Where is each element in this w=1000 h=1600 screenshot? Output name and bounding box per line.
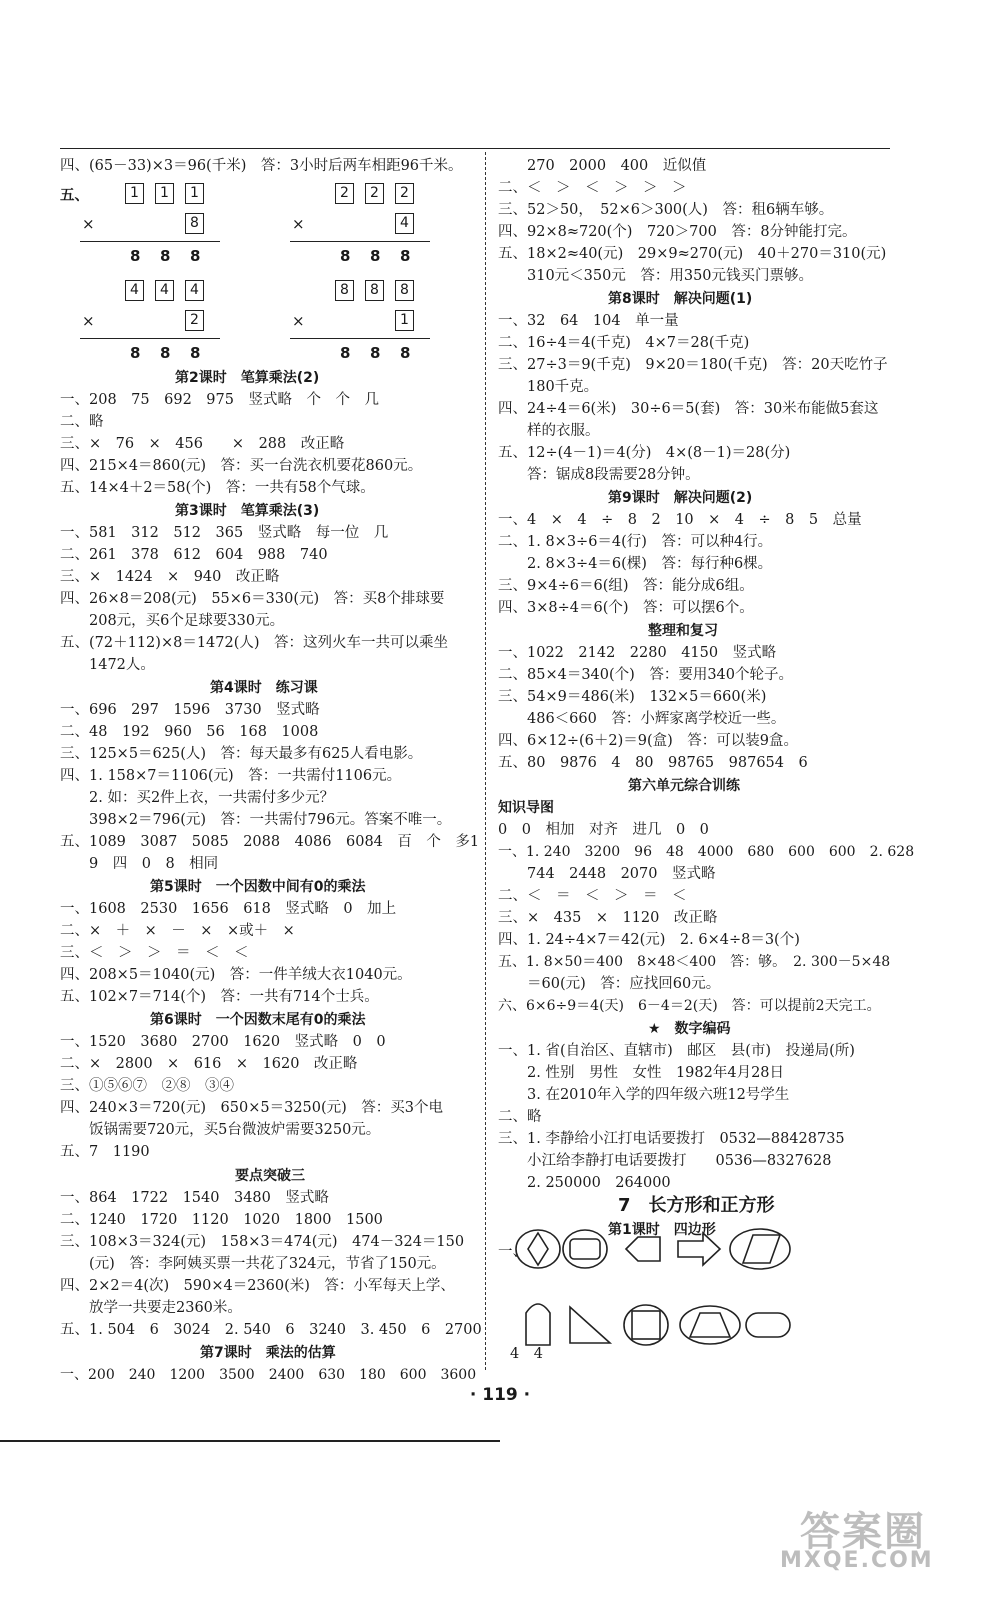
vertical-multiplication (80, 183, 250, 271)
knowledge-map-label: 知识导图 (498, 800, 554, 816)
lesson-heading: 第7课时 乘法的估算 (200, 1345, 336, 1361)
answer-line: 五、1. 504 6 3024 2. 540 6 3240 3. 450 6 2700 (60, 1322, 482, 1338)
section-label: 一、 (498, 1244, 527, 1260)
answer-line: 四、24÷4＝6(米) 30÷6＝5(套) 答：30米布能做5套这 (498, 401, 879, 417)
answer-line: 三、27÷3＝9(千克) 9×20＝180(千克) 答：20天吃竹子 (498, 357, 888, 373)
answer-line: 398×2＝796(元) 答：一共需付796元。答案不唯一。 (60, 812, 452, 828)
answer-line: 一、1520 3680 2700 1620 竖式略 0 0 (60, 1034, 386, 1050)
result-digit: 8 (400, 344, 411, 362)
answer-line: 一、864 1722 1540 3480 竖式略 (60, 1190, 329, 1206)
right-triangle-shape (570, 1307, 610, 1343)
chapter-heading: 7 长方形和正方形 (618, 1195, 775, 1216)
digit-box: 8 (185, 213, 204, 234)
answer-line: 2. 如：买2件上衣，一共需付多少元？ (60, 790, 335, 806)
answer-line: 四、6×12÷(6＋2)＝9(盒) 答：可以装9盒。 (498, 733, 799, 749)
answer-line: 四、(65－33)×3＝96(千米) 答：3小时后两车相距96千米。 (60, 158, 463, 174)
answer-line: 四、26×8＝208(元) 55×6＝330(元) 答：买8个排球要 (60, 591, 445, 607)
rhombus-shape (528, 1233, 548, 1265)
answer-line: 180千克。 (498, 379, 599, 395)
answer-line: 五、1. 8×50＝400 8×48＜400 答：够。 2. 300－5×48 (498, 954, 891, 970)
answer-line: 一、696 297 1596 3730 竖式略 (60, 702, 320, 718)
answer-line: ＝60(元) 答：应找回60元。 (498, 976, 721, 992)
result-digit: 8 (160, 247, 171, 265)
arrow-shape (678, 1233, 720, 1265)
answer-line: 270 2000 400 近似值 (498, 158, 707, 174)
answer-line: 四、3×8÷4＝6(个) 答：可以摆6个。 (498, 600, 754, 616)
answer-line: 三、①⑤⑥⑦ ②⑧ ③④ (60, 1078, 234, 1094)
answer-line: 三、9×4÷6＝6(组) 答：能分成6组。 (498, 578, 754, 594)
stadium-shape (746, 1313, 790, 1337)
answer-line: 三、125×5＝625(人) 答：每天最多有625人看电影。 (60, 746, 423, 762)
vertical-multiplication (290, 183, 460, 271)
answer-line: 五、1089 3087 5085 2088 4086 6084 百 个 多1 (60, 834, 480, 850)
result-digit: 8 (370, 247, 381, 265)
answer-line: 二、略 (498, 1109, 542, 1125)
answer-line: 一、1608 2530 1656 618 竖式略 0 加上 (60, 901, 397, 917)
digit-box: 4 (185, 280, 204, 301)
answer-line: 三、52＞50， 52×6＞300(人) 答：租6辆车够。 (498, 202, 834, 218)
lesson-heading: 第2课时 笔算乘法(2) (175, 370, 320, 386)
answer-line: 二、× 2800 × 616 × 1620 改正略 (60, 1056, 358, 1072)
oval-outline (680, 1306, 740, 1344)
result-digit: 8 (340, 247, 351, 265)
answer-line: 310元＜350元 答：用350元钱买门票够。 (498, 268, 814, 284)
result-digit: 8 (400, 247, 411, 265)
answer-line: 四、215×4＝860(元) 答：买一台洗衣机要花860元。 (60, 458, 423, 474)
result-line (80, 338, 220, 339)
trapezoid-shape (690, 1313, 730, 1337)
answer-line: 二、261 378 612 604 988 740 (60, 547, 328, 563)
answer-line: 四、208×5＝1040(元) 答：一件羊绒大衣1040元。 (60, 967, 412, 983)
watermark (760, 1500, 960, 1580)
answer-line: 2. 250000 264000 (498, 1175, 671, 1191)
answer-line: 四、240×3＝720(元) 650×5＝3250(元) 答：买3个电 (60, 1100, 444, 1116)
answer-line: 小江给李静打电话要拨打 0536—8327628 (498, 1153, 832, 1169)
oval-outline (516, 1230, 560, 1268)
answer-line: 二、1. 8×3÷6＝4(行) 答：可以种4行。 (498, 534, 773, 550)
quadrilateral-shapes (498, 1225, 798, 1365)
parallelogram-shape (743, 1235, 780, 1263)
result-digit: 8 (130, 247, 141, 265)
answer-line: 三、＜ ＞ ＞ ＝ ＜ ＜ (60, 945, 249, 961)
vertical-multiplication (290, 280, 460, 368)
answer-line: 四、92×8≈720(个) 720＞700 答：8分钟能打完。 (498, 224, 857, 240)
answer-line: 三、× 76 × 456 × 288 改正略 (60, 436, 345, 452)
answer-line: 三、× 435 × 1120 改正略 (498, 910, 718, 926)
answer-line: 二、16÷4＝4(千克) 4×7＝28(千克) (498, 335, 750, 351)
times-sign: × (82, 215, 95, 233)
answer-line: 486＜660 答：小辉家离学校近一些。 (498, 711, 786, 727)
times-sign: × (82, 312, 95, 330)
unit-heading: 第六单元综合训练 (628, 778, 740, 794)
answer-line: 三、1. 李静给小江打电话要拨打 0532—88428735 (498, 1131, 845, 1147)
answer-line: 三、54×9＝486(米) 132×5＝660(米) (498, 689, 767, 705)
digit-box: 8 (395, 280, 414, 301)
answer-line: (元) 答：李阿姨买票一共花了324元，节省了150元。 (60, 1256, 446, 1272)
answer-line: 三、108×3＝324(元) 158×3＝474(元) 474－324＝150 (60, 1234, 465, 1250)
answer-line: 9 四 0 8 相同 (60, 856, 219, 872)
answer-line: 五、18×2≈40(元) 29×9≈270(元) 40＋270＝310(元) (498, 246, 887, 262)
column-divider (485, 152, 486, 1370)
arch-shape (526, 1304, 550, 1345)
answer-line: 一、4 × 4 ÷ 8 2 10 × 4 ÷ 8 5 总量 (498, 512, 862, 528)
answer-line: 一、1. 240 3200 96 48 4000 680 600 600 2. 628 (498, 844, 915, 860)
result-line (290, 338, 430, 339)
answer-line: 744 2448 2070 竖式略 (498, 866, 716, 882)
answer-line: 4 4 (510, 1346, 543, 1362)
answer-line: 四、1. 158×7＝1106(元) 答：一共需付1106元。 (60, 768, 402, 784)
answer-line: 208元，买6个足球要330元。 (60, 613, 285, 629)
section-label: 五、 (60, 187, 89, 204)
watermark-text: 答案圈 (800, 1509, 926, 1555)
lesson-heading: 整理和复习 (648, 623, 718, 639)
digit-box: 1 (395, 310, 414, 331)
answer-line: 一、1. 省(自治区、直辖市) 邮区 县(市) 投递局(所) (498, 1043, 855, 1059)
digit-box: 2 (395, 183, 414, 204)
result-digit: 8 (340, 344, 351, 362)
vertical-multiplication (80, 280, 250, 368)
result-line (290, 241, 430, 242)
lesson-heading: 第9课时 解决问题(2) (608, 490, 753, 506)
digit-box: 2 (185, 310, 204, 331)
lesson-heading: 第8课时 解决问题(1) (608, 291, 753, 307)
result-digit: 8 (370, 344, 381, 362)
times-sign: × (292, 215, 305, 233)
answer-line: 二、略 (60, 414, 104, 430)
answer-line: 五、12÷(4－1)＝4(分) 4×(8－1)＝28(分) (498, 445, 791, 461)
result-digit: 8 (130, 344, 141, 362)
answer-line: 1472人。 (60, 657, 155, 673)
answer-line: 四、2×2＝4(次) 590×4＝2360(米) 答：小军每天上学、 (60, 1278, 455, 1294)
times-sign: × (292, 312, 305, 330)
answer-line: 一、581 312 512 365 竖式略 每一位 几 (60, 525, 389, 541)
answer-line: 0 0 相加 对齐 进几 0 0 (498, 822, 709, 838)
answer-line: 二、＜ ＞ ＜ ＞ ＞ ＞ (498, 180, 687, 196)
answer-line: 样的衣服。 (498, 423, 600, 439)
lesson-heading: 要点突破三 (235, 1168, 305, 1184)
result-digit: 8 (190, 344, 201, 362)
digit-box: 8 (365, 280, 384, 301)
bottom-rule (0, 1440, 500, 1442)
result-digit: 8 (190, 247, 201, 265)
top-rule (60, 148, 890, 149)
answer-line: 五、(72＋112)×8＝1472(人) 答：这列火车一共可以乘坐 (60, 635, 449, 651)
digit-box: 4 (125, 280, 144, 301)
answer-line: 一、1022 2142 2280 4150 竖式略 (498, 645, 777, 661)
digit-box: 4 (395, 213, 414, 234)
result-line (80, 241, 220, 242)
answer-line: 2. 性别 男性 女性 1982年4月28日 (498, 1065, 785, 1081)
square-shape (632, 1311, 660, 1339)
answer-line: 一、200 240 1200 3500 2400 630 180 600 3600 (60, 1367, 477, 1383)
answer-line: 饭锅需要720元，买5台微波炉需要3250元。 (60, 1122, 381, 1138)
digit-box: 8 (335, 280, 354, 301)
answer-line: 3. 在2010年入学的四年级六班12号学生 (498, 1087, 790, 1103)
answer-line: 放学一共要走2360米。 (60, 1300, 242, 1316)
rounded-rectangle-shape (570, 1239, 600, 1259)
digit-box: 1 (185, 183, 204, 204)
lesson-heading: ★ 数字编码 (648, 1021, 731, 1037)
answer-line: 2. 8×3÷4＝6(棵) 答：每行种6棵。 (498, 556, 773, 572)
answer-line: 六、6×6÷9＝4(天) 6－4＝2(天) 答：可以提前2天完工。 (498, 998, 881, 1014)
pentagon-shape (626, 1237, 660, 1261)
digit-box: 2 (365, 183, 384, 204)
lesson-heading: 第3课时 笔算乘法(3) (175, 503, 320, 519)
answer-line: 五、80 9876 4 80 98765 987654 6 (498, 755, 808, 771)
answer-line: 四、1. 24÷4×7＝42(元) 2. 6×4÷8＝3(个) (498, 932, 800, 948)
answer-line: 一、32 64 104 单一量 (498, 313, 679, 329)
answer-line: 二、1240 1720 1120 1020 1800 1500 (60, 1212, 383, 1228)
answer-line: 一、208 75 692 975 竖式略 个 个 几 (60, 392, 379, 408)
lesson-heading: 第6课时 一个因数末尾有0的乘法 (150, 1012, 366, 1028)
digit-box: 2 (335, 183, 354, 204)
lesson-heading: 第1课时 四边形 (608, 1222, 716, 1238)
answer-line: 二、48 192 960 56 168 1008 (60, 724, 319, 740)
lesson-heading: 第5课时 一个因数中间有0的乘法 (150, 879, 366, 895)
answer-line: 三、× 1424 × 940 改正略 (60, 569, 280, 585)
page-number: · 119 · (469, 1385, 531, 1405)
answer-line: 五、7 1190 (60, 1144, 150, 1160)
result-digit: 8 (160, 344, 171, 362)
lesson-heading: 第4课时 练习课 (210, 680, 318, 696)
answer-line: 五、14×4＋2＝58(个) 答：一共有58个气球。 (60, 480, 375, 496)
answer-line: 二、＜ ＝ ＜ ＞ ＝ ＜ (498, 888, 687, 904)
answer-line: 五、102×7＝714(个) 答：一共有714个士兵。 (60, 989, 379, 1005)
watermark-url: MXQE.COM (780, 1548, 934, 1573)
digit-box: 4 (155, 280, 174, 301)
answer-line: 二、85×4＝340(个) 答：要用340个轮子。 (498, 667, 793, 683)
answer-line: 答：锯成8段需要28分钟。 (498, 467, 700, 483)
digit-box: 1 (155, 183, 174, 204)
digit-box: 1 (125, 183, 144, 204)
answer-line: 二、× ＋ × － × ×或＋ × (60, 923, 295, 939)
